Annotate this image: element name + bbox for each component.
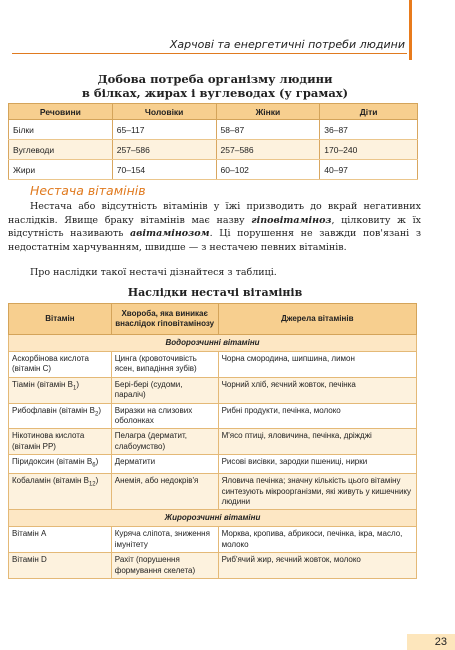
- paragraph-text: Нестача або відсутність вітамінів у їжі призводить до вкрай негативних наслідків. Явище браку вітамінів має назву: [8, 201, 421, 226]
- source-cell: Морква, кропива, абрикоси, печінка, ікра, масло, молоко: [218, 527, 416, 553]
- table1-title-line2: в білках, жирах і вуглеводах (у грамах): [81, 86, 349, 100]
- table-row: [9, 527, 417, 553]
- disease-cell: Цинга (кровоточивість ясен, випадіння зубів): [111, 352, 218, 378]
- daily-needs-table: [8, 103, 418, 180]
- table2-header-cell: Джерела вітамінів: [218, 304, 416, 335]
- table1-header-cell: Речовини: [9, 104, 113, 120]
- paragraph-text: . Ці порушення не завжди пов'язані з недостатнім харчуванням, швидше — з нестачею певних вітамінів.: [8, 228, 422, 253]
- table-row: [9, 429, 417, 455]
- table-row: [9, 120, 418, 140]
- vitamin-subscript: 2: [95, 411, 99, 418]
- vitamin-name: Вітамін А: [12, 529, 47, 539]
- vitamin-cell: [9, 429, 112, 455]
- group-row: [9, 335, 417, 352]
- running-header-title: Харчові та енергетичні потреби людини: [169, 38, 405, 51]
- table1-header-cell: Жінки: [216, 104, 320, 120]
- vitamin-deficiency-table: [8, 303, 417, 579]
- vitamin-subscript: 6: [92, 462, 96, 469]
- table-cell: 170–240: [320, 140, 418, 160]
- vitamin-cell: [9, 455, 112, 474]
- vitamin-cell: [9, 527, 112, 553]
- disease-cell: Рахіт (порушення формування скелета): [111, 553, 218, 579]
- source-cell: Рибні продукти, печінка, молоко: [218, 403, 416, 429]
- table-cell: 65–117: [112, 120, 216, 140]
- paragraph: Про наслідки такої нестачі дізнайтеся з таблиці.: [30, 267, 277, 278]
- source-cell: Чорна смородина, шипшина, лимон: [218, 352, 416, 378]
- table-row: [9, 474, 417, 510]
- table-row: [9, 352, 417, 378]
- group-row: [9, 510, 417, 527]
- vitamin-cell: [9, 474, 112, 510]
- term-hypovitaminosis: гіповітаміноз: [251, 214, 332, 226]
- table1-header-cell: Чоловіки: [112, 104, 216, 120]
- term-avitaminosis: авітамінозом: [130, 228, 210, 240]
- source-cell: Чорний хліб, яєчний жовток, печінка: [218, 377, 416, 403]
- vitamin-name: Аскорбінова кислота (вітамін С): [12, 354, 89, 374]
- table-row: [9, 455, 417, 474]
- vitamin-subscript: 1: [73, 385, 77, 392]
- paragraph: [8, 200, 421, 254]
- table-cell: Вуглеводи: [9, 140, 113, 160]
- paren: ): [95, 457, 99, 467]
- table-cell: 257–586: [112, 140, 216, 160]
- group-label: Водорозчинні вітаміни: [9, 335, 417, 352]
- table1-title-line1: Добова потреба організму людини: [97, 72, 333, 86]
- source-cell: М'ясо птиці, яловичина, печінка, дріжджі: [218, 429, 416, 455]
- vitamin-subscript: 12: [88, 481, 96, 488]
- vitamin-name: Кобаламін (вітамін В: [12, 476, 89, 486]
- paren: ): [98, 405, 102, 415]
- table-row: [9, 377, 417, 403]
- vitamin-cell: [9, 352, 112, 378]
- paren: ): [76, 379, 80, 389]
- table-cell: 40–97: [320, 160, 418, 180]
- table-cell: 257–586: [216, 140, 320, 160]
- disease-cell: Дерматити: [111, 455, 218, 474]
- source-cell: Рисові висівки, зародки пшениці, нирки: [218, 455, 416, 474]
- table-row: [9, 553, 417, 579]
- disease-cell: Пелагра (дерматит, слабоумство): [111, 429, 218, 455]
- page-number: 23: [407, 634, 455, 650]
- table2-title: Наслідки нестачі вітамінів: [127, 286, 303, 299]
- table1-title: [0, 72, 430, 100]
- table1-header-cell: Діти: [320, 104, 418, 120]
- disease-cell: Анемія, або недокрів'я: [111, 474, 218, 510]
- disease-cell: Куряча сліпота, зниження імунітету: [111, 527, 218, 553]
- paren: ): [95, 476, 99, 486]
- table-row: [9, 140, 418, 160]
- page-header: [0, 0, 455, 62]
- disease-cell: Виразки на слизових оболонках: [111, 403, 218, 429]
- table-cell: 36–87: [320, 120, 418, 140]
- vitamin-name: Тіамін (вітамін В: [12, 379, 73, 389]
- table-cell: 60–102: [216, 160, 320, 180]
- header-rule: [12, 53, 407, 54]
- vitamin-name: Піридоксин (вітамін В: [12, 457, 93, 467]
- vitamin-cell: [9, 377, 112, 403]
- table2-header-cell: Вітамін: [9, 304, 112, 335]
- table-cell: Білки: [9, 120, 113, 140]
- vitamin-name: Вітамін D: [12, 555, 47, 565]
- section-heading: Нестача вітамінів: [30, 183, 146, 198]
- vitamin-cell: [9, 403, 112, 429]
- table-cell: 58–87: [216, 120, 320, 140]
- table-cell: 70–154: [112, 160, 216, 180]
- table-row: [9, 160, 418, 180]
- disease-cell: Бері-бері (судоми, параліч): [111, 377, 218, 403]
- vitamin-name: Нікотинова кислота (вітамін РР): [12, 431, 85, 451]
- table2-header-cell: Хвороба, яка виникає внаслідок гіповітамінозу: [111, 304, 218, 335]
- table-cell: Жири: [9, 160, 113, 180]
- source-cell: Яловича печінка; значну кількість цього вітаміну синтезують мікроорганізми, які живуть у кишечнику людини: [218, 474, 416, 510]
- group-label: Жиророзчинні вітаміни: [9, 510, 417, 527]
- vitamin-cell: [9, 553, 112, 579]
- source-cell: Риб'ячий жир, яєчний жовток, молоко: [218, 553, 416, 579]
- vitamin-name: Рибофлавін (вітамін В: [12, 405, 95, 415]
- paragraph-text: , цілковиту ж їх відсутність називають: [8, 214, 421, 240]
- table-row: [9, 403, 417, 429]
